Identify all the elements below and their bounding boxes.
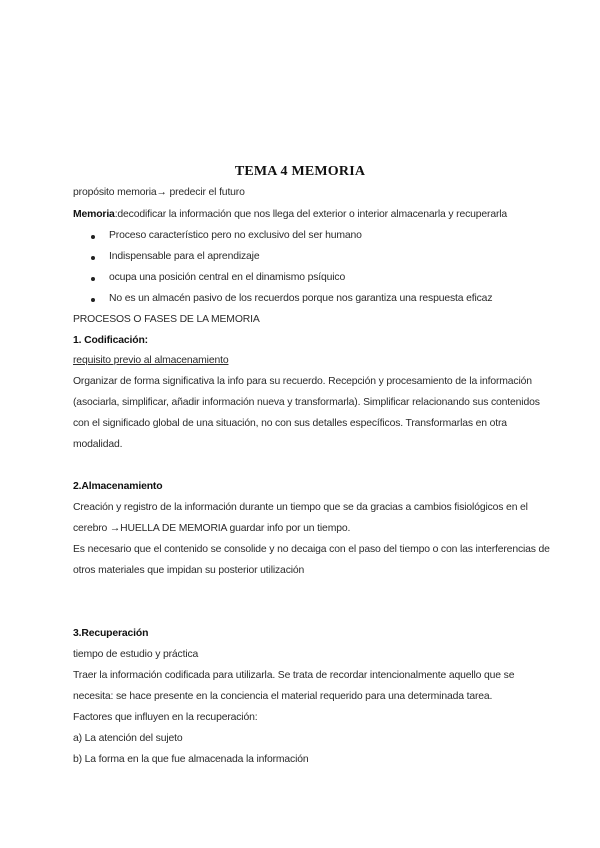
bullet-item: Indispensable para el aprendizaje (109, 251, 260, 262)
section-2-line: Creación y registro de la información durante un tiempo que se da gracias a cambios fisiológicos en el (73, 502, 528, 513)
section-1-line: (asociarla, simplificar, añadir información nueva y transformarla). Simplificar relacionando sus contenidos (73, 397, 540, 408)
section-2-heading: 2.Almacenamiento (73, 481, 163, 492)
bullet-icon (91, 298, 95, 302)
section-1-line: modalidad. (73, 439, 123, 450)
processes-heading: PROCESOS O FASES DE LA MEMORIA (73, 314, 260, 325)
section-3-line: necesita: se hace presente en la conciencia el material requerido para una determinada tarea. (73, 691, 493, 702)
definition-text: :decodificar la información que nos llega del exterior o interior almacenarla y recuperarla (114, 209, 508, 220)
section-2-line: Es necesario que el contenido se consolide y no decaiga con el paso del tiempo o con las interferencias de (73, 544, 550, 555)
section-3-heading: 3.Recuperación (73, 628, 149, 639)
bullet-icon (91, 277, 95, 281)
section-3-line: a) La atención del sujeto (73, 733, 183, 744)
intro-line: propósito memoria→ predecir el futuro (73, 187, 245, 198)
bullet-item: ocupa una posición central en el dinamismo psíquico (109, 272, 346, 283)
bullet-icon (91, 235, 95, 239)
bullet-item: No es un almacén pasivo de los recuerdos porque nos garantiza una respuesta eficaz (109, 293, 493, 304)
section-1-line: con el significado global de una situación, no con sus detalles específicos. Transformarlas en otra (73, 418, 507, 429)
section-3-line: Traer la información codificada para utilizarla. Se trata de recordar intencionalmente aquello que se (73, 670, 515, 681)
section-2-line: otros materiales que impidan su posterior utilización (73, 565, 305, 576)
section-2-line: cerebro →HUELLA DE MEMORIA guardar info por un tiempo. (73, 523, 351, 534)
section-1-line: Organizar de forma significativa la info para su recuerdo. Recepción y procesamiento de la información (73, 376, 532, 387)
section-1-subheading: requisito previo al almacenamiento (73, 355, 229, 366)
bullet-icon (91, 256, 95, 260)
document-title: TEMA 4 MEMORIA (234, 164, 366, 179)
section-3-line: b) La forma en la que fue almacenada la información (73, 754, 309, 765)
memory-definition (73, 208, 507, 222)
section-3-line: Factores que influyen en la recuperación: (73, 712, 258, 723)
definition-term: Memoria (73, 209, 115, 220)
section-3-line: tiempo de estudio y práctica (73, 649, 199, 660)
bullet-item: Proceso característico pero no exclusivo del ser humano (109, 230, 362, 241)
section-1-heading: 1. Codificación: (73, 335, 148, 346)
